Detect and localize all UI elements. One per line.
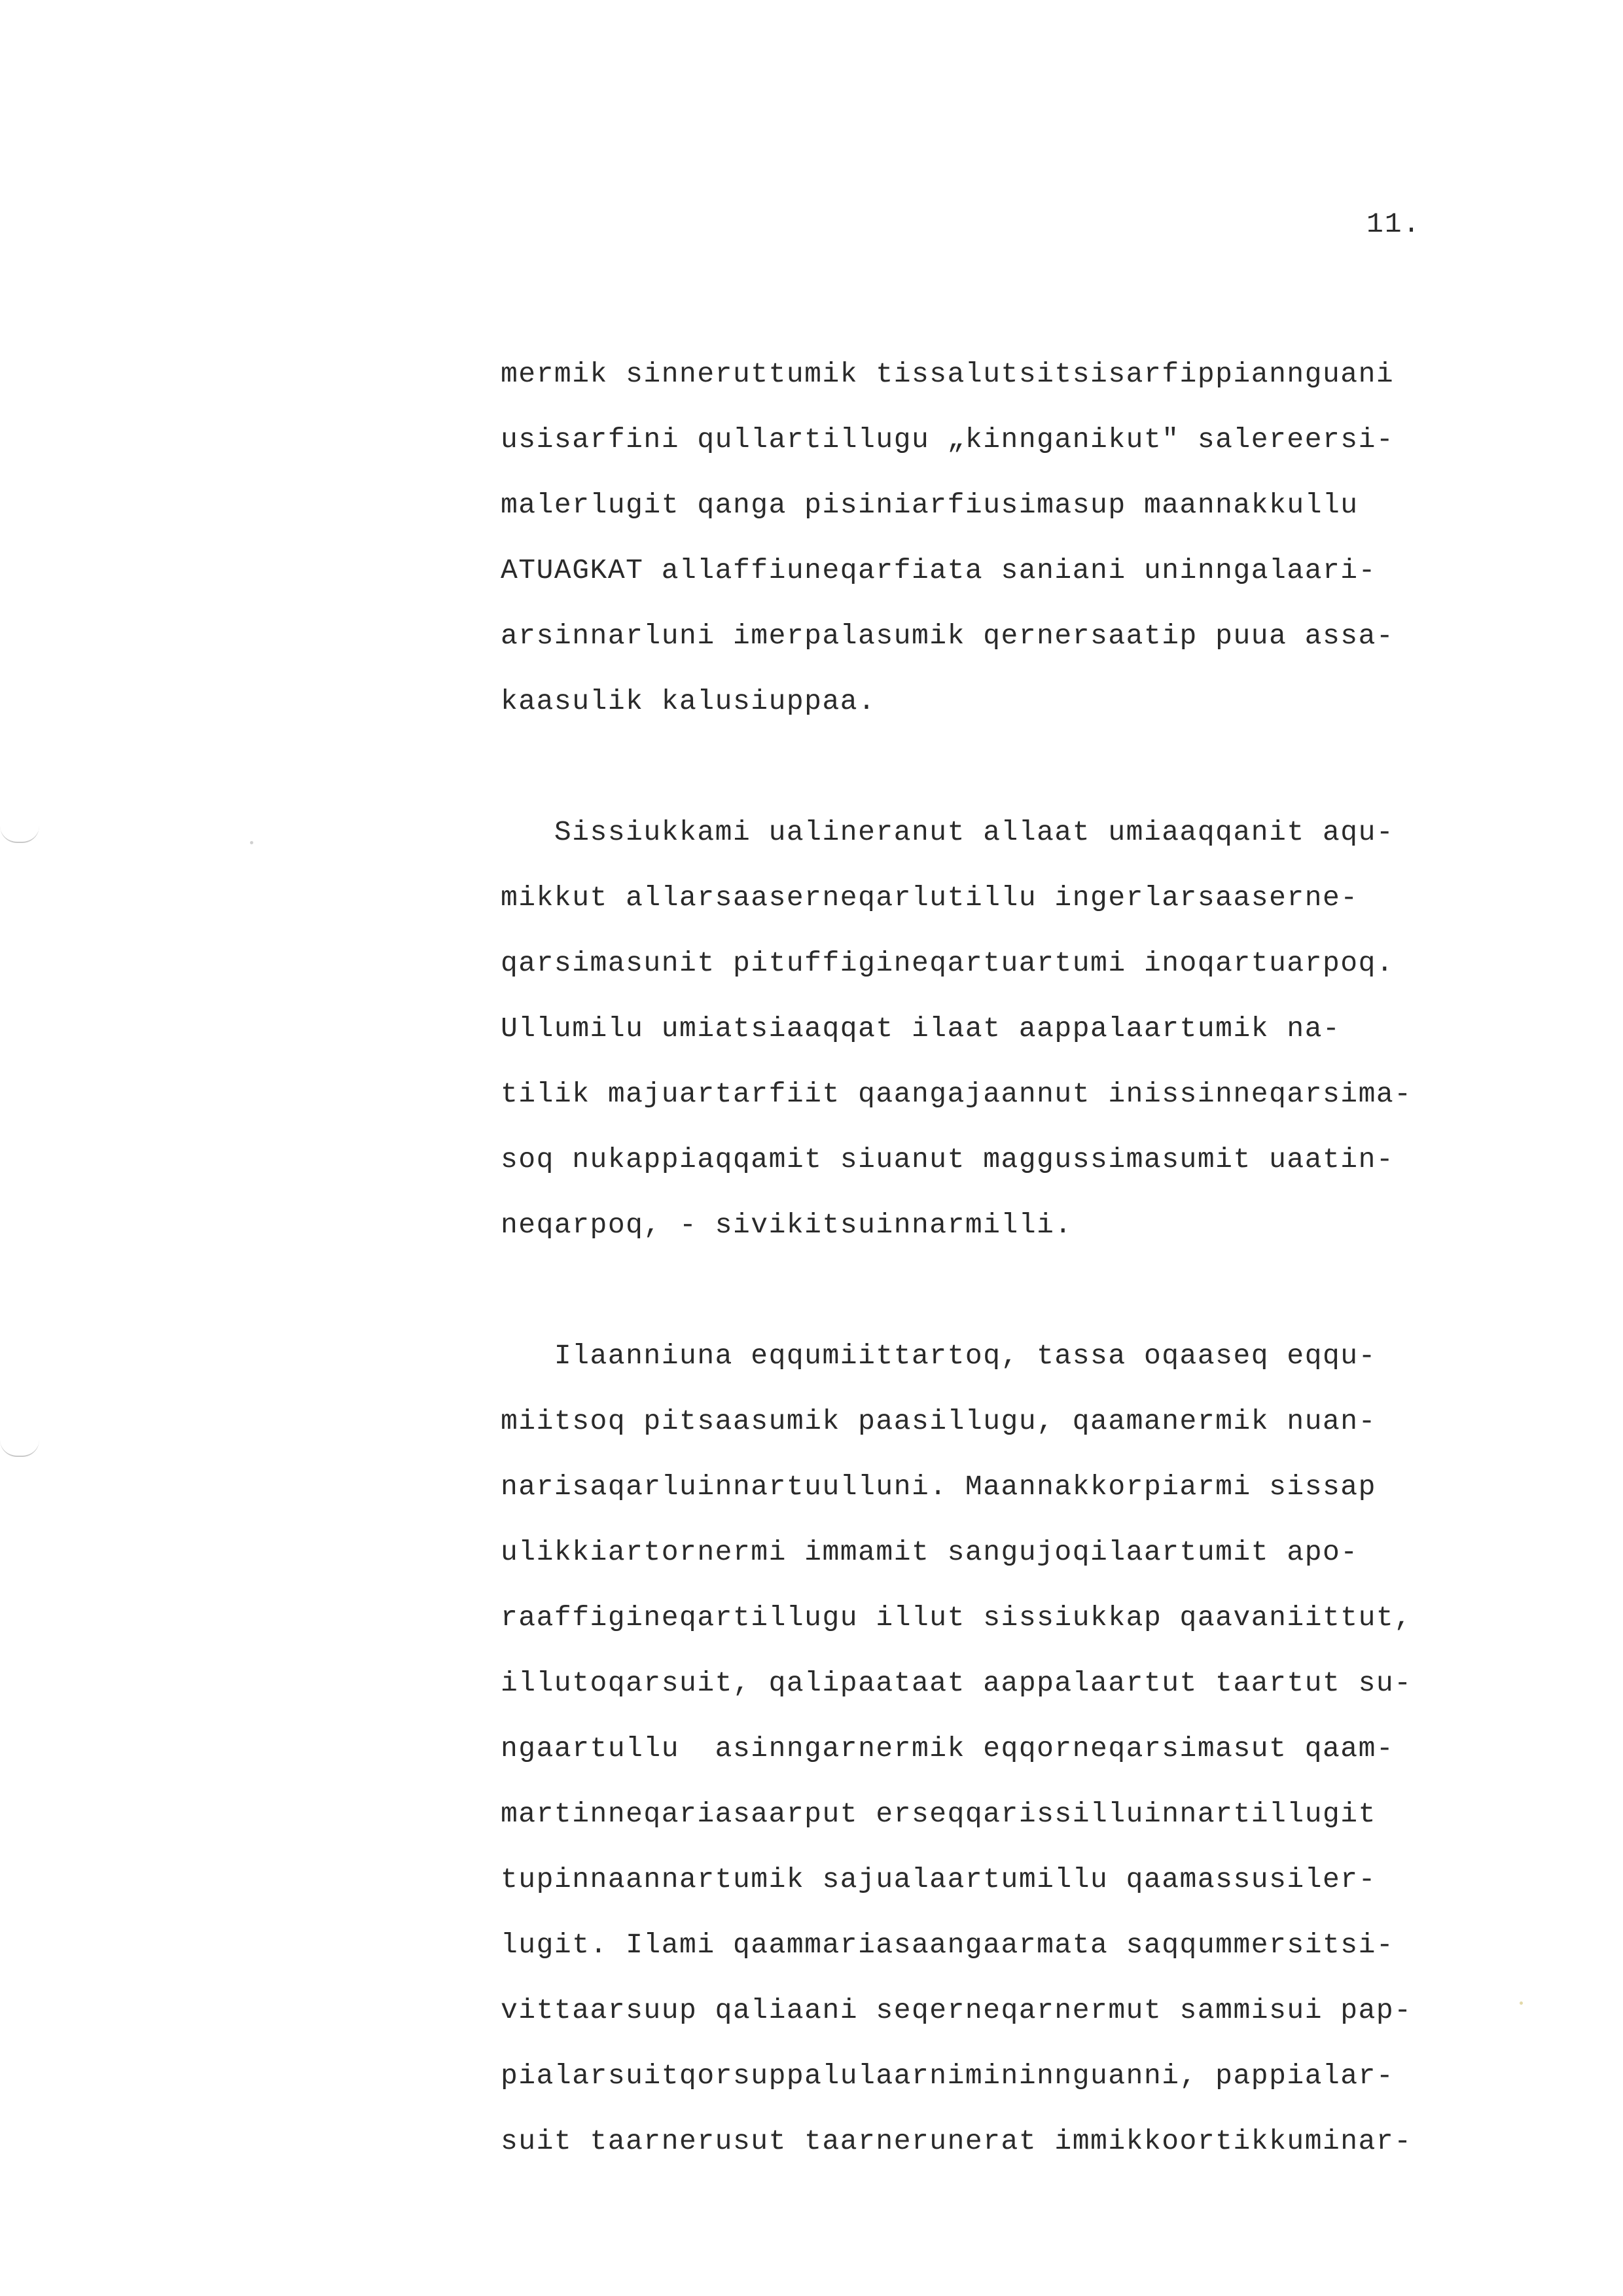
text-line: soq nukappiaqqamit siuanut maggussimasumit uaatin- [501,1143,1395,1175]
text-line: raaffigineqartillugu illut sissiukkap qaavaniittut, [501,1602,1412,1634]
scan-margin-mark [0,1440,39,1457]
paragraph-2 [501,800,1522,1258]
text-line: pialarsuitqorsuppalulaarnimininnguanni, pappialar- [501,2060,1395,2092]
text-line: ulikkiartornermi immamit sangujoqilaartumit apo- [501,1536,1359,1568]
text-line: usisarfini qullartillugu „kinnganikut" salereersi- [501,423,1395,456]
text-line: ngaartullu asinngarnermik eqqorneqarsimasut qaam- [501,1732,1395,1765]
text-line: tilik majuartarfiit qaangajaannut inissinneqarsima- [501,1078,1412,1110]
scan-speck [1520,2001,1523,2005]
text-line: arsinnarluni imerpalasumik qernersaatip puua assa- [501,620,1395,652]
text-line: ATUAGKAT allaffiuneqarfiata saniani uninngalaari- [501,554,1376,586]
scan-margin-mark [0,826,39,843]
text-line: mermik sinneruttumik tissalutsitsisarfippiannguani [501,358,1395,390]
text-line: Sissiukkami ualineranut allaat umiaaqqanit aqu- [501,816,1395,848]
text-line: neqarpoq, - sivikitsuinnarmilli. [501,1209,1073,1241]
paragraph-1 [501,342,1522,734]
text-line: Ilaanniuna eqqumiittartoq, tassa oqaaseq eqqu- [501,1340,1376,1372]
page-number: 11. [1366,208,1421,240]
scan-speck [250,841,253,844]
text-line: kaasulik kalusiuppaa. [501,685,876,717]
text-line: suit taarnerusut taarnerunerat immikkoortikkuminar- [501,2125,1412,2157]
text-line: qarsimasunit pituffigineqartuartumi inoqartuarpoq. [501,947,1395,979]
body-text [501,342,1522,2174]
text-line: narisaqarluinnartuulluni. Maannakkorpiarmi sissap [501,1471,1376,1503]
text-line: miitsoq pitsaasumik paasillugu, qaamanermik nuan- [501,1405,1376,1437]
text-line: mikkut allarsaaserneqarlutillu ingerlarsaaserne- [501,882,1359,914]
text-line: illutoqarsuit, qalipaataat aappalaartut taartut su- [501,1667,1412,1699]
text-line: Ullumilu umiatsiaaqqat ilaat aappalaartumik na- [501,1013,1341,1045]
paragraph-3 [501,1323,1522,2174]
text-line: tupinnaannartumik sajualaartumillu qaamassusiler- [501,1863,1376,1895]
text-line: martinneqariasaarput erseqqarissilluinnartillugit [501,1798,1376,1830]
text-line: malerlugit qanga pisiniarfiusimasup maannakkullu [501,489,1359,521]
text-line: vittaarsuup qaliaani seqerneqarnermut sammisui pap- [501,1994,1412,2026]
text-line: lugit. Ilami qaammariasaangaarmata saqqummersitsi- [501,1929,1395,1961]
paragraph-gap [501,1258,1522,1323]
paragraph-gap [501,734,1522,800]
